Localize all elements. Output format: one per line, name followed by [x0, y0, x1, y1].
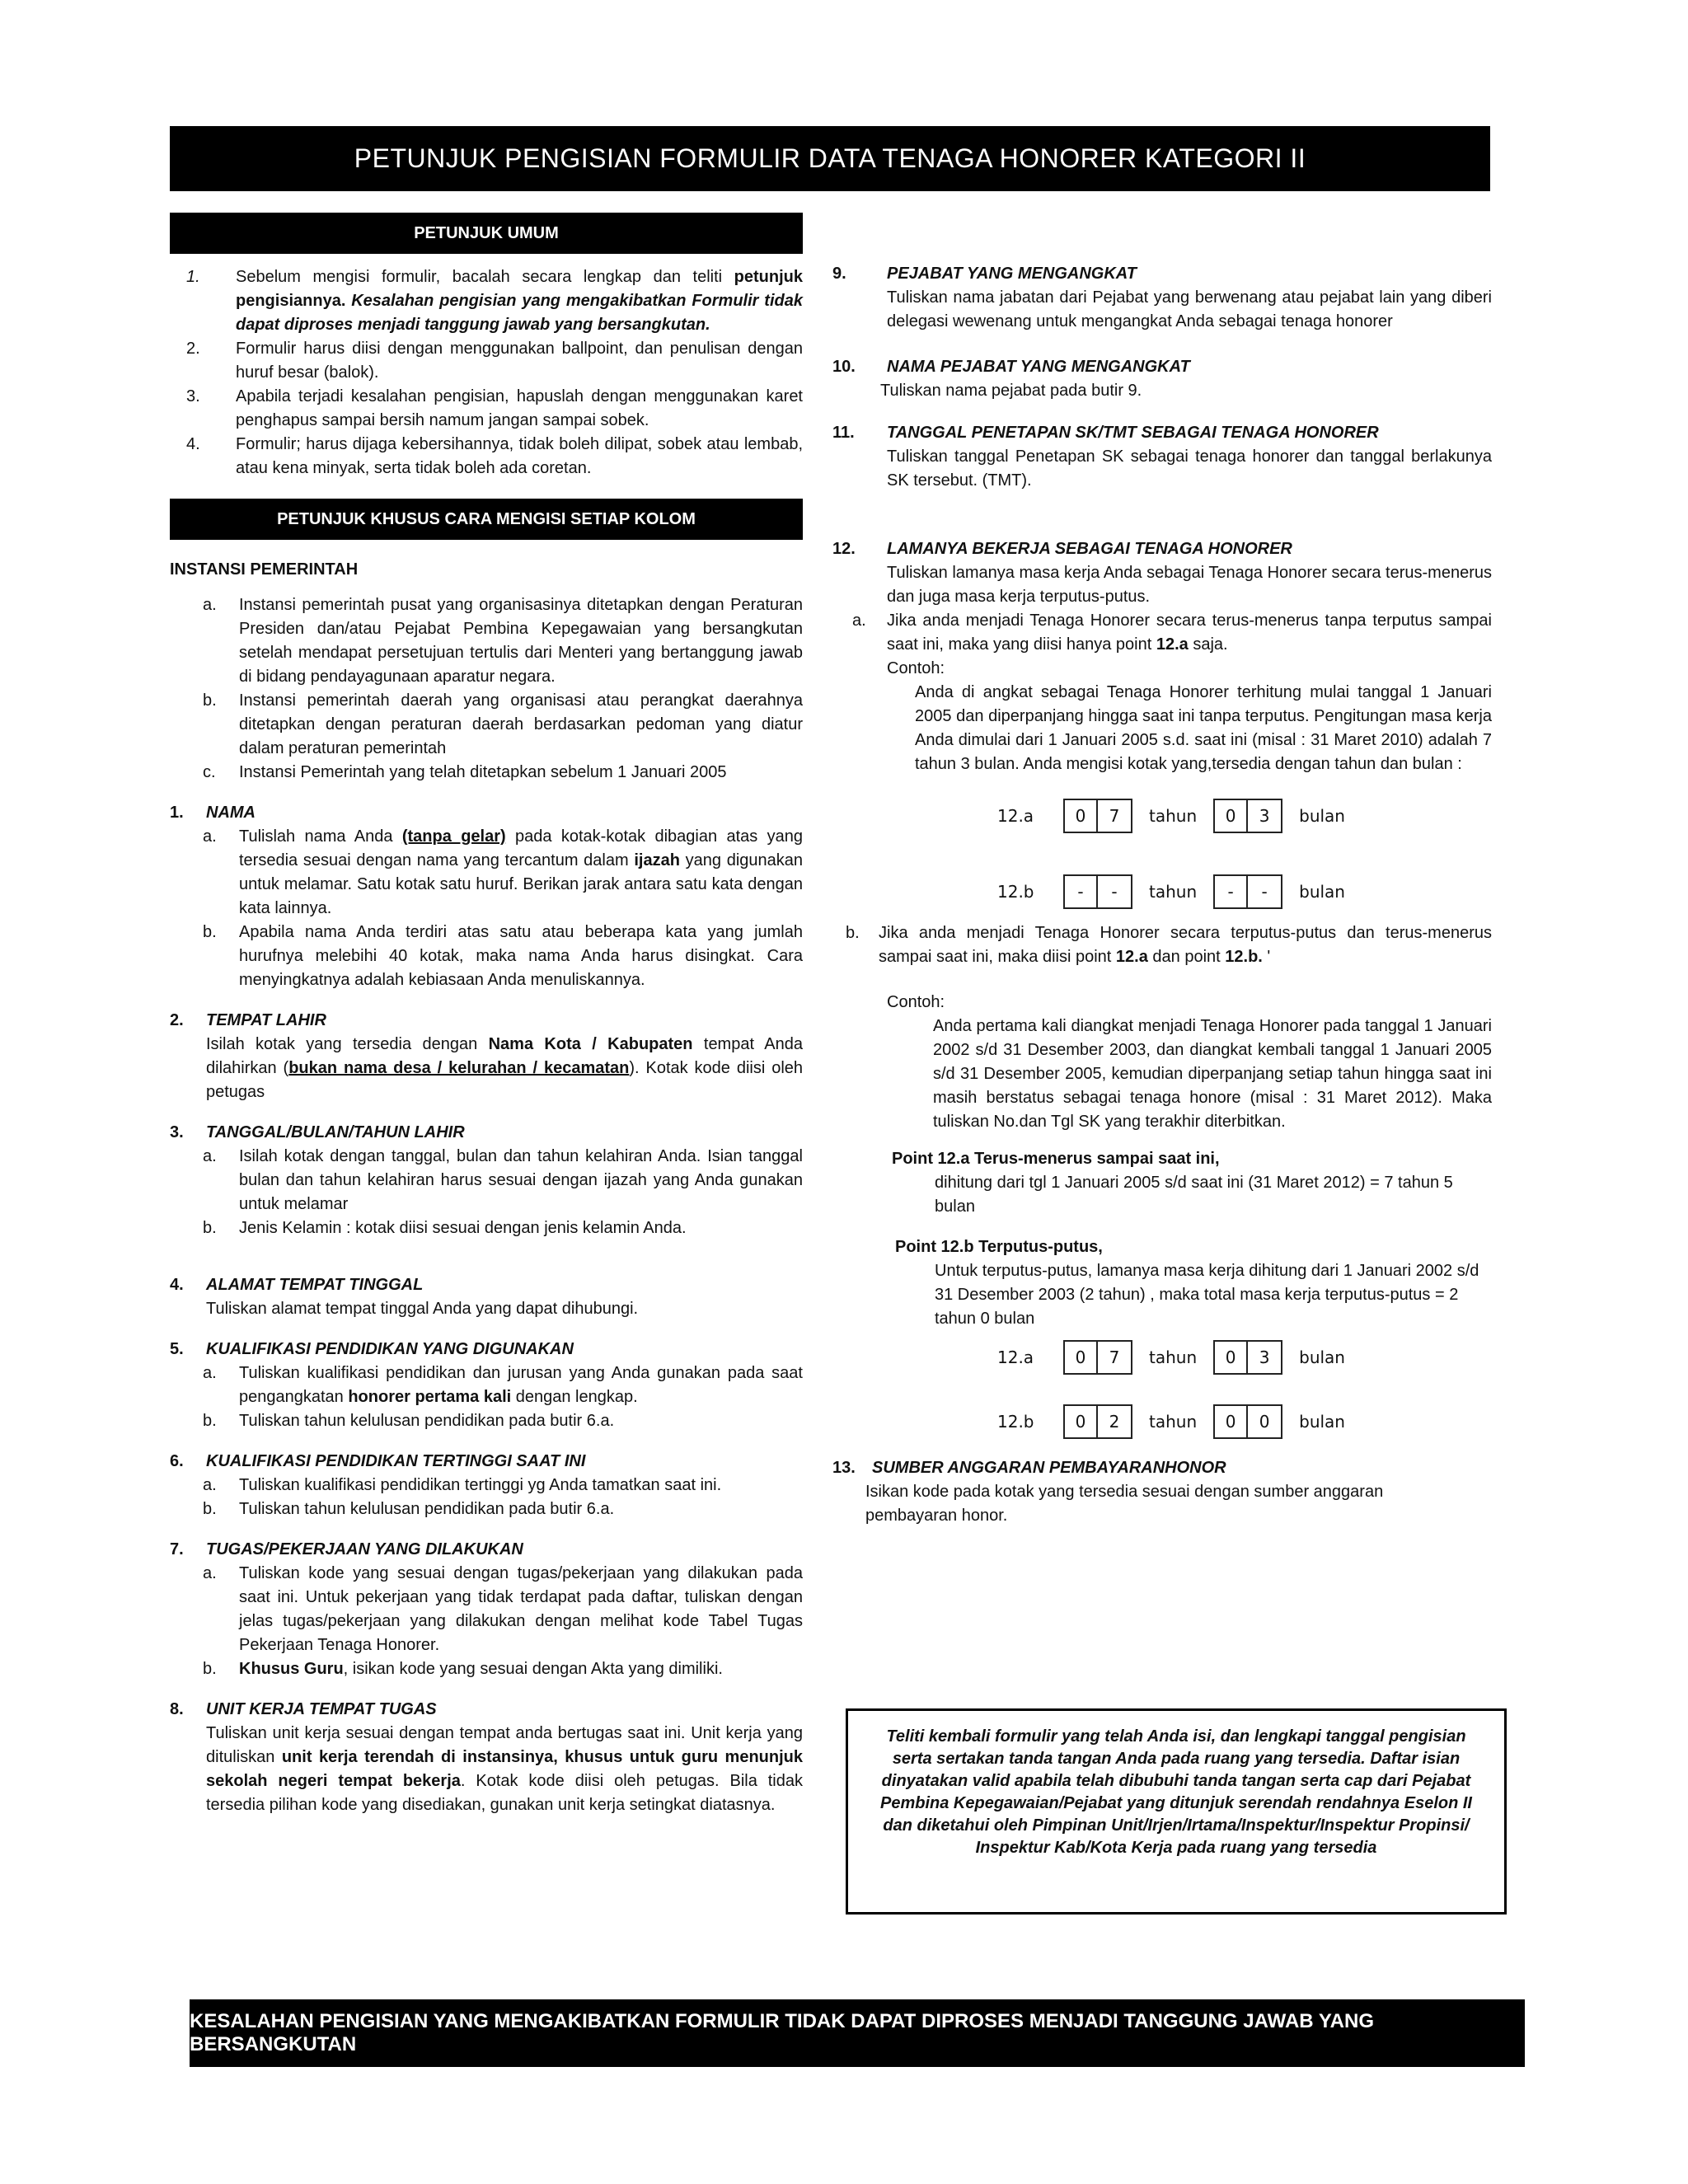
list-item: c. Instansi Pemerintah yang telah ditetapkan sebelum 1 Januari 2005 [203, 763, 727, 781]
list-item: a. Tulislah nama Anda (tanpa gelar) pada kotak-kotak dibagian atas yang tersedia sesuai dengan nama yang tercantum dalam ijazah yang digunakan untuk melamar. Satu kotak satu huruf. Berikan jarak antara satu kata dengan kata lainnya. [203, 827, 803, 917]
section-kualifikasi: 5. KUALIFIKASI PENDIDIKAN YANG DIGUNAKAN a. Tuliskan kualifikasi pendidikan dan jurusan yang Anda gunakan pada saat pengangkatan honorer pertama kali dengan lengkap. b. Tuliskan tahun kelulusan pendidikan pada butir 6.a. [170, 1338, 803, 1433]
list-item: b. Tuliskan tahun kelulusan pendidikan pada butir 6.a. [203, 1412, 615, 1430]
list-item: b. Tuliskan tahun kelulusan pendidikan pada butir 6.a. [203, 1500, 615, 1518]
right-column [832, 262, 1492, 1528]
masa-kerja-boxes-12a: 12.a 0 7 tahun 0 3 bulan [997, 798, 1492, 834]
section-unit-kerja: 8. UNIT KERJA TEMPAT TUGAS Tuliskan unit kerja sesuai dengan tempat anda bertugas saat ini. Unit kerja yang dituliskan unit kerja terendah di instansinya, khusus untuk guru menunjuk sekolah negeri tempat bekerja. Kotak kode diisi oleh petugas. Bila tidak tersedia pilihan kode yang disediakan, gunakan unit kerja setingkat diatasnya. [170, 1700, 804, 1814]
umum-list [170, 265, 803, 480]
list-item: b. Instansi pemerintah daerah yang organisasi atau perangkat daerahnya ditetapkan dengan peraturan daerah berdasarkan pedoman yang diatur dalam peraturan pemerintah [203, 691, 803, 757]
list-item: 1. Sebelum mengisi formulir, bacalah secara lengkap dan teliti petunjuk pengisiannya. Kesalahan pengisian yang mengakibatkan Formulir tidak dapat diproses menjadi tanggung jawab yang bersangkutan. [186, 268, 803, 334]
list-item: b. Jenis Kelamin : kotak diisi sesuai dengan jenis kelamin Anda. [203, 1219, 687, 1237]
section-tempat-lahir: 2. TEMPAT LAHIR Isilah kotak yang tersedia dengan Nama Kota / Kabupaten tempat Anda dilahirkan (bukan nama desa / kelurahan / kecamatan). Kotak kode diisi oleh petugas [170, 1011, 804, 1101]
list-item: 2. Formulir harus diisi dengan menggunakan ballpoint, dan penulisan dengan huruf besar (balok). [186, 340, 803, 382]
section-bar-umum: PETUNJUK UMUM [170, 213, 803, 254]
list-item: b. Khusus Guru, isikan kode yang sesuai dengan Akta yang dimiliki. [203, 1660, 723, 1678]
masa-kerja-boxes-12b: 12.b - - tahun - - bulan [997, 874, 1492, 910]
list-item: 3. Apabila terjadi kesalahan pengisian, hapuslah dengan menggunakan karet penghapus sampai bersih namum jangan sampai sobek. [186, 387, 803, 429]
section-pejabat: 9. PEJABAT YANG MENGANGKAT Tuliskan nama jabatan dari Pejabat yang berwenang atau pejabat lain yang diberi delegasi wewenang untuk mengangkat Anda sebagai tenaga honorer [832, 265, 1492, 330]
notice-box: Teliti kembali formulir yang telah Anda isi, dan lengkapi tanggal pengisian serta sertakan tanda tangan Anda pada ruang yang tersedia. Daftar isian dinyatakan valid apabila telah dibubuhi tanda tangan serta cap dari Pejabat Pembina Kepegawaian/Pejabat yang ditunjuk serendah rendahnya Eselon II dan diketahui oleh Pimpinan Unit/Irjen/Irtama/Inspektur/Inspektur Propinsi/ Inspektur Kab/Kota Kerja pada ruang yang tersedia [846, 1708, 1507, 1915]
section-tanggal-lahir: 3. TANGGAL/BULAN/TAHUN LAHIR a. Isilah kotak dengan tanggal, bulan dan tahun kelahiran Anda. Isian tanggal bulan dan tahun kelahiran harus sesuai dengan ijazah yang Anda gunakan untuk melamar b. Jenis Kelamin : kotak diisi sesuai dengan jenis kelamin Anda. [170, 1121, 803, 1240]
section-lama-bekerja: 12. LAMANYA BEKERJA SEBAGAI TENAGA HONORER Tuliskan lamanya masa kerja Anda sebagai Tenaga Honorer secara terus-menerus dan juga masa kerja terputus-putus. a. Jika anda menjadi Tenaga Honorer secara terus-menerus tanpa terputus sampai saat ini, maka yang diisi hanya point 12.a saja. Contoh: Anda di angkat sebagai Tenaga Honorer terhitung mulai tanggal 1 Januari 2005 dan diperpanjang hingga saat ini tanpa terputus. Pengitungan masa kerja Anda dimulai dari 1 Januari 2005 s.d. saat ini (misal : 31 Maret 2010) adalah 7 tahun 3 bulan. Anda mengisi kotak yang,tersedia dengan tahun dan bulan : 12.a 0 7 tahun 0 3 bulan 12.b - - tahun - - bulan b. Jika anda menjadi Tenaga Honorer secara terputus-putus dan terus-menerus sampai saat ini, maka diisi point 12.a dan point 12.b. ' Contoh: Anda pertama kali diangkat menjadi Tenaga Honorer pada tanggal 1 Januari 2002 s/d 31 Desember 2003, dan diangkat kembali tanggal 1 Januari 2005 s/d 31 Desember 2005, kemudian diperpanjang setiap tahun hingga saat ini masih berstatus sebagai tenaga honore (misal : 31 Maret 2012). Maka tuliskan No.dan Tgl SK yang terakhir diterbitkan. Point 12.a Terus-menerus sampai saat ini, dihitung dari tgl 1 Januari 2005 s/d saat ini (31 Maret 2012) = 7 tahun 5 bulan Point 12.b Terputus-putus, Untuk terputus-putus, lamanya masa kerja dihitung dari 1 Januari 2002 s/d 31 Desember 2003 (2 tahun) , maka total masa kerja terputus-putus = 2 tahun 0 bulan 12.a 0 7 tahun 0 3 bulan 12.b 0 2 tahun 0 0 bulan [832, 537, 1492, 1440]
instansi-title: INSTANSI PEMERINTAH [170, 560, 359, 579]
list-item: a. Tuliskan kualifikasi pendidikan dan jurusan yang Anda gunakan pada saat pengangkatan honorer pertama kali dengan lengkap. [203, 1364, 803, 1406]
section-nama: 1. NAMA a. Tulislah nama Anda (tanpa gelar) pada kotak-kotak dibagian atas yang tersedia sesuai dengan nama yang tercantum dalam ijazah yang digunakan untuk melamar. Satu kotak satu huruf. Berikan jarak antara satu kata dengan kata lainnya. b. Apabila nama Anda terdiri atas satu atau beberapa kata yang jumlah hurufnya melebihi 40 kotak, maka nama Anda harus disingkat. Cara menyingkatnya adalah kebiasaan Anda menuliskannya. [170, 801, 803, 992]
list-item: a. Tuliskan kualifikasi pendidikan tertinggi yg Anda tamatkan saat ini. [203, 1476, 722, 1494]
list-item: a. Isilah kotak dengan tanggal, bulan dan tahun kelahiran Anda. Isian tanggal bulan dan tahun kelahiran harus sesuai dengan ijazah yang Anda gunakan untuk melamar [203, 1147, 803, 1213]
list-item: a. Instansi pemerintah pusat yang organisasinya ditetapkan dengan Peraturan Presiden dan/atau Pejabat Pembina Kepegawaian yang bersangkutan setelah mendapat persetujuan tertulis dari Menteri yang bertanggung jawab di bidang pendayagunaan aparatur negara. [203, 596, 803, 686]
section-tugas: 7. TUGAS/PEKERJAAN YANG DILAKUKAN a. Tuliskan kode yang sesuai dengan tugas/pekerjaan yang dilakukan pada saat ini. Untuk pekerjaan yang tidak terdapat pada daftar, tuliskan dengan jelas tugas/pekerjaan yang dilakukan dengan melihat kode Tabel Tugas Pekerjaan Tenaga Honorer. b. Khusus Guru, isikan kode yang sesuai dengan Akta yang dimiliki. [170, 1538, 803, 1681]
left-column [170, 213, 803, 1817]
list-item: 4. Formulir; harus dijaga kebersihannya, tidak boleh dilipat, sobek atau lembab, atau kena minyak, serta tidak boleh ada coretan. [186, 435, 803, 477]
list-item: b. Apabila nama Anda terdiri atas satu atau beberapa kata yang jumlah hurufnya melebihi 40 kotak, maka nama Anda harus disingkat. Cara menyingkatnya adalah kebiasaan Anda menuliskannya. [203, 923, 803, 989]
page-footer: KESALAHAN PENGISIAN YANG MENGAKIBATKAN FORMULIR TIDAK DAPAT DIPROSES MENJADI TANGGUNG JAWAB YANG BERSANGKUTAN [190, 1999, 1525, 2067]
section-kualifikasi-tertinggi: 6. KUALIFIKASI PENDIDIKAN TERTINGGI SAAT INI a. Tuliskan kualifikasi pendidikan tertinggi yg Anda tamatkan saat ini. b. Tuliskan tahun kelulusan pendidikan pada butir 6.a. [170, 1450, 803, 1521]
section-sumber-anggaran: 13. SUMBER ANGGARAN PEMBAYARANHONOR Isikan kode pada kotak yang tersedia sesuai dengan sumber anggaran pembayaran honor. [832, 1459, 1384, 1525]
page-title: PETUNJUK PENGISIAN FORMULIR DATA TENAGA HONORER KATEGORI II [170, 126, 1490, 191]
section-nama-pejabat: 10. NAMA PEJABAT YANG MENGANGKAT Tuliskan nama pejabat pada butir 9. [832, 358, 1190, 400]
masa-kerja-boxes-12b-example2: 12.b 0 2 tahun 0 0 bulan [997, 1404, 1492, 1440]
section-alamat: 4. ALAMAT TEMPAT TINGGAL Tuliskan alamat tempat tinggal Anda yang dapat dihubungi. [170, 1276, 639, 1318]
masa-kerja-boxes-12a-example2: 12.a 0 7 tahun 0 3 bulan [997, 1339, 1492, 1376]
section-tanggal-sk: 11. TANGGAL PENETAPAN SK/TMT SEBAGAI TENAGA HONORER Tuliskan tanggal Penetapan SK sebagai tenaga honorer dan tanggal berlakunya SK tersebut. (TMT). [832, 424, 1492, 490]
list-item: a. Tuliskan kode yang sesuai dengan tugas/pekerjaan yang dilakukan pada saat ini. Untuk pekerjaan yang tidak terdapat pada daftar, tuliskan dengan jelas tugas/pekerjaan yang dilakukan dengan melihat kode Tabel Tugas Pekerjaan Tenaga Honorer. [203, 1564, 803, 1654]
section-bar-khusus: PETUNJUK KHUSUS CARA MENGISI SETIAP KOLOM [170, 499, 803, 540]
